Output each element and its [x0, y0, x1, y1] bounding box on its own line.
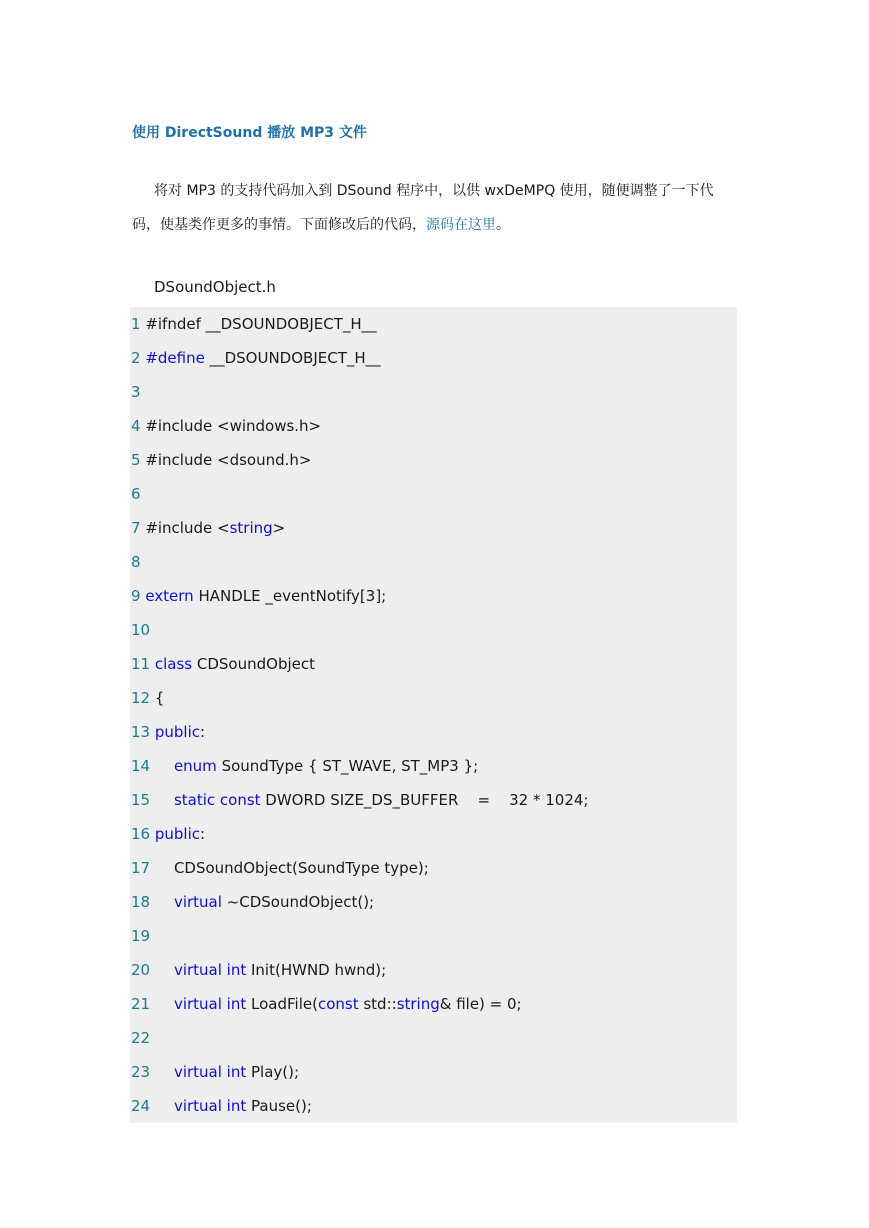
- line-number: 24: [131, 1097, 174, 1115]
- code-token: {: [154, 689, 165, 707]
- code-token: LoadFile(: [246, 995, 318, 1013]
- line-number: 5: [131, 451, 146, 469]
- code-token: SoundType { ST_WAVE, ST_MP3 };: [216, 757, 479, 775]
- code-line: [131, 890, 374, 914]
- line-number: 21: [131, 995, 174, 1013]
- code-line: [131, 516, 285, 540]
- code-token: DWORD SIZE_DS_BUFFER = 32 * 1024;: [260, 791, 589, 809]
- code-token: std::: [358, 995, 397, 1013]
- code-token: HANDLE _eventNotify[3];: [193, 587, 387, 605]
- code-token: const: [317, 995, 359, 1013]
- code-token: CDSoundObject: [192, 655, 315, 673]
- line-number: 3: [131, 383, 141, 401]
- code-token: virtual int: [173, 995, 247, 1013]
- code-line: [131, 720, 205, 744]
- line-number: 4: [131, 417, 146, 435]
- line-number: 16: [131, 825, 155, 843]
- code-line: [131, 958, 386, 982]
- code-line: [131, 1060, 299, 1084]
- code-block: [130, 307, 737, 1123]
- line-number: 10: [131, 621, 151, 639]
- line-number: 12: [131, 689, 155, 707]
- line-number: 19: [131, 927, 151, 945]
- article-title: 使用 DirectSound 播放 MP3 文件: [132, 125, 367, 141]
- line-number: 7: [131, 519, 146, 537]
- code-token: extern: [145, 587, 194, 605]
- line-number: 6: [131, 485, 141, 503]
- code-token: enum: [173, 757, 217, 775]
- code-line: [131, 754, 478, 778]
- code-token: CDSoundObject(SoundType type);: [173, 859, 429, 877]
- intro-text-line2: 码，使基类作更多的事情。下面修改后的代码，: [132, 217, 426, 233]
- line-number: 17: [131, 859, 174, 877]
- code-token: #include <dsound.h>: [145, 451, 312, 469]
- code-token: Init(HWND hwnd);: [246, 961, 387, 979]
- code-token: #include <: [145, 519, 230, 537]
- code-token: & file) = 0;: [439, 995, 522, 1013]
- code-line: [131, 414, 321, 438]
- code-line: [131, 584, 386, 608]
- code-token: >: [272, 519, 286, 537]
- code-token: virtual int: [173, 1097, 247, 1115]
- line-number: 2: [131, 349, 146, 367]
- code-line: [131, 1026, 150, 1050]
- code-token: virtual int: [173, 961, 247, 979]
- code-token: class: [154, 655, 193, 673]
- code-line: [131, 346, 381, 370]
- code-token: public: [154, 723, 200, 741]
- code-line: [131, 822, 205, 846]
- source-code-link[interactable]: 源码在这里: [426, 217, 496, 233]
- code-filename: DSoundObject.h: [154, 278, 276, 296]
- code-token: #include <windows.h>: [145, 417, 322, 435]
- code-token: #define: [145, 349, 205, 367]
- line-number: 18: [131, 893, 174, 911]
- code-line: [131, 1094, 312, 1118]
- line-number: 23: [131, 1063, 174, 1081]
- code-line: [131, 788, 589, 812]
- code-token: Play();: [246, 1063, 300, 1081]
- code-token: virtual int: [173, 1063, 247, 1081]
- code-token: :: [200, 723, 206, 741]
- code-token: string: [396, 995, 440, 1013]
- line-number: 13: [131, 723, 155, 741]
- code-token: static const: [173, 791, 261, 809]
- line-number: 8: [131, 553, 141, 571]
- code-token: :: [200, 825, 206, 843]
- code-line: [131, 380, 141, 404]
- line-number: 20: [131, 961, 174, 979]
- code-token: virtual: [173, 893, 222, 911]
- intro-text-line1: 将对 MP3 的支持代码加入到 DSound 程序中，以供 wxDeMPQ 使用，随便调整了一下代: [154, 183, 714, 199]
- code-token: ~CDSoundObject();: [221, 893, 375, 911]
- code-token: __DSOUNDOBJECT_H__: [204, 349, 381, 367]
- line-number: 14: [131, 757, 174, 775]
- code-token: string: [229, 519, 273, 537]
- code-line: [131, 312, 377, 336]
- code-line: [131, 686, 164, 710]
- code-line: [131, 652, 315, 676]
- code-line: [131, 618, 150, 642]
- code-line: [131, 482, 141, 506]
- code-token: Pause();: [246, 1097, 312, 1115]
- code-token: public: [154, 825, 200, 843]
- line-number: 22: [131, 1029, 151, 1047]
- line-number: 11: [131, 655, 155, 673]
- intro-text-end: 。: [496, 217, 510, 233]
- line-number: 1: [131, 315, 146, 333]
- line-number: 9: [131, 587, 146, 605]
- code-line: [131, 856, 429, 880]
- line-number: 15: [131, 791, 174, 809]
- code-line: [131, 992, 522, 1016]
- code-line: [131, 448, 311, 472]
- intro-paragraph: [132, 174, 742, 242]
- code-token: #ifndef __DSOUNDOBJECT_H__: [145, 315, 377, 333]
- code-line: [131, 550, 141, 574]
- code-line: [131, 924, 150, 948]
